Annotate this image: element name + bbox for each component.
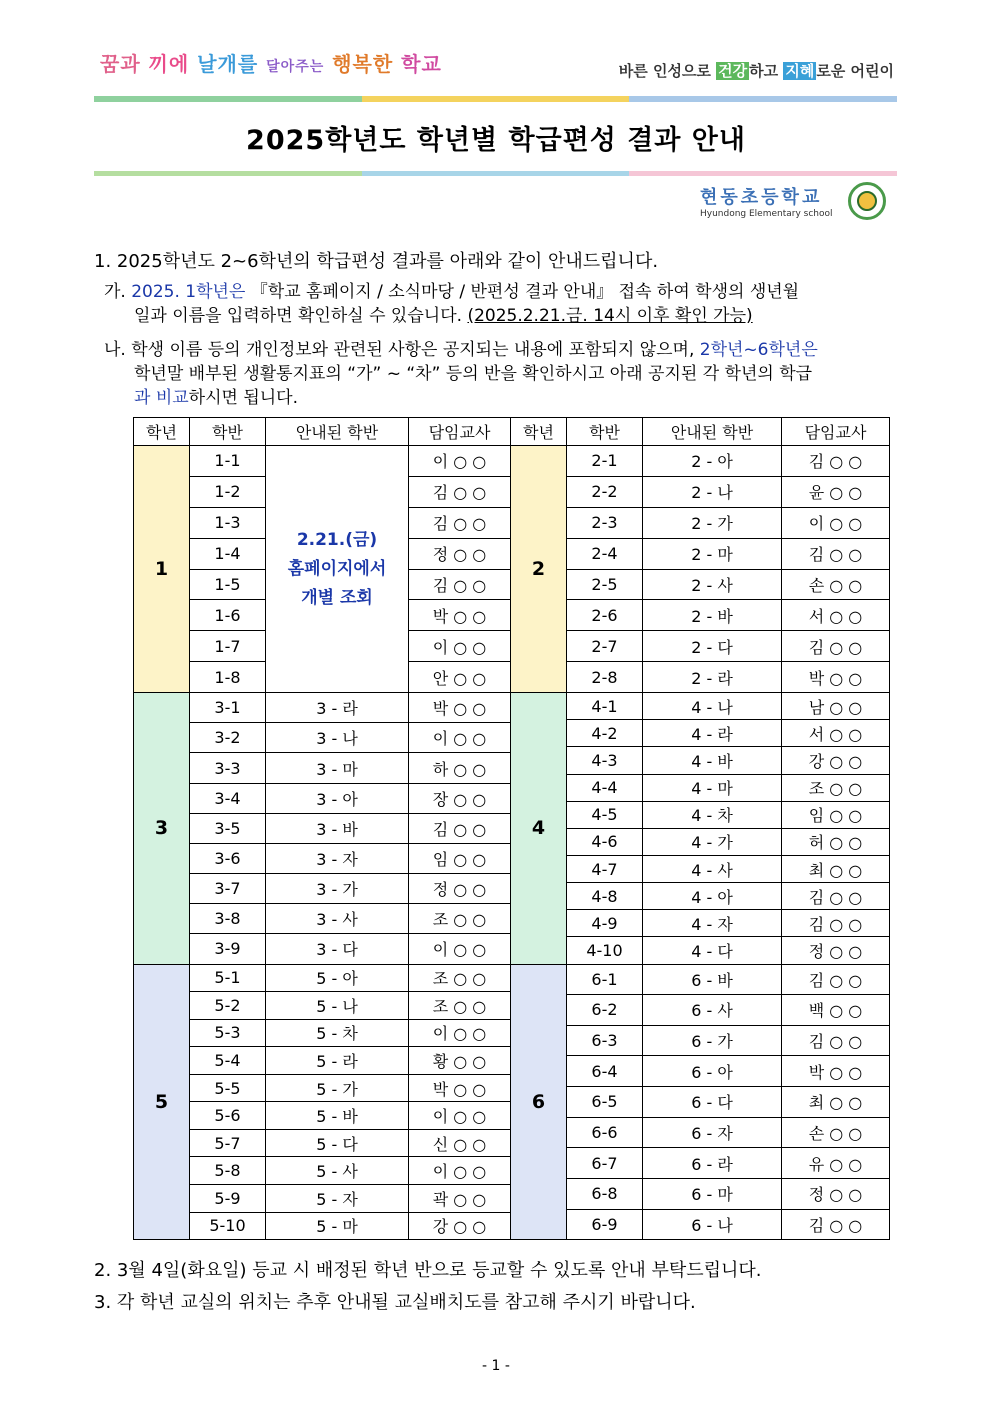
prev-class-cell: 2 - 마: [643, 538, 782, 569]
prev-class-cell: 2 - 사: [643, 569, 782, 600]
notice-line-date: 2.21.(금): [296, 529, 378, 550]
class-cell: 6-9: [567, 1209, 643, 1240]
prev-class-cell: 5 - 차: [266, 1019, 409, 1047]
prev-class-cell: 4 - 다: [643, 937, 782, 964]
class-cell: 3-2: [190, 723, 266, 753]
teacher-cell: 박 ○ ○: [409, 1074, 511, 1102]
class-cell: 4-9: [567, 910, 643, 937]
notice-line-lookup: 개별 조회: [301, 587, 373, 608]
teacher-cell: 하 ○ ○: [409, 753, 511, 783]
para-3: 3. 각 학년 교실의 위치는 추후 안내될 교실배치도를 참고해 주시기 바랍니다.: [94, 1292, 696, 1313]
school-name-ko: 현동초등학교: [700, 187, 823, 208]
class-assignment-table: [133, 417, 890, 1240]
slogan-word: 끼에: [148, 52, 190, 76]
teacher-cell: 손 ○ ○: [782, 1117, 890, 1148]
para-na: [104, 338, 818, 363]
teacher-cell: 최 ○ ○: [782, 1087, 890, 1118]
school-name-en: Hyundong Elementary school: [700, 209, 833, 219]
teacher-cell: 서 ○ ○: [782, 600, 890, 631]
class-cell: 2-7: [567, 631, 643, 662]
teacher-cell: 김 ○ ○: [782, 964, 890, 995]
header-divider: [94, 96, 897, 102]
class-cell: 3-4: [190, 783, 266, 813]
class-cell: 5-7: [190, 1129, 266, 1157]
para-na-line3-blue: 과 비교: [134, 388, 189, 408]
teacher-cell: 조 ○ ○: [409, 992, 511, 1020]
prev-class-cell: 6 - 자: [643, 1117, 782, 1148]
class-cell: 3-5: [190, 813, 266, 843]
class-cell: 5-3: [190, 1019, 266, 1047]
teacher-cell: 정 ○ ○: [409, 874, 511, 904]
para-ga-prefix: 가.: [104, 282, 132, 302]
class-cell: 6-7: [567, 1148, 643, 1179]
prev-class-cell: 4 - 마: [643, 774, 782, 801]
teacher-cell: 서 ○ ○: [782, 720, 890, 747]
prev-class-cell: 3 - 라: [266, 693, 409, 723]
para-ga-underline: (2025.2.21.금. 14시 이후 확인 가능): [467, 306, 753, 326]
prev-class-cell: 6 - 마: [643, 1178, 782, 1209]
teacher-cell: 김 ○ ○: [782, 883, 890, 910]
teacher-cell: 곽 ○ ○: [409, 1185, 511, 1213]
grade-cell: 4: [511, 693, 567, 964]
para-ga-line2-text: 일과 이름을 입력하면 확인하실 수 있습니다.: [134, 306, 468, 326]
grade-cell: 3: [134, 693, 190, 964]
class-cell: 6-3: [567, 1025, 643, 1056]
class-cell: 4-4: [567, 774, 643, 801]
class-cell: 2-4: [567, 538, 643, 569]
teacher-cell: 이 ○ ○: [409, 1102, 511, 1130]
class-cell: 2-6: [567, 600, 643, 631]
prev-class-cell: 4 - 자: [643, 910, 782, 937]
header-cell: 학년: [134, 418, 190, 446]
teacher-cell: 김 ○ ○: [409, 476, 511, 507]
notice-cell: [266, 446, 409, 693]
teacher-cell: 김 ○ ○: [782, 910, 890, 937]
teacher-cell: 이 ○ ○: [409, 631, 511, 662]
header-cell: 담임교사: [782, 418, 890, 446]
grade-cell: 6: [511, 964, 567, 1240]
prev-class-cell: 5 - 바: [266, 1102, 409, 1130]
teacher-cell: 남 ○ ○: [782, 693, 890, 720]
para-na-line2: 학년말 배부된 생활통지표의 “가” ~ “차” 등의 반을 확인하시고 아래 공지된 각 학년의 학급: [134, 364, 813, 384]
class-cell: 6-1: [567, 964, 643, 995]
prev-class-cell: 4 - 가: [643, 828, 782, 855]
class-cell: 4-2: [567, 720, 643, 747]
teacher-cell: 최 ○ ○: [782, 855, 890, 882]
prev-class-cell: 5 - 나: [266, 992, 409, 1020]
teacher-cell: 김 ○ ○: [409, 569, 511, 600]
prev-class-cell: 2 - 다: [643, 631, 782, 662]
prev-class-cell: 6 - 사: [643, 995, 782, 1026]
prev-class-cell: 6 - 아: [643, 1056, 782, 1087]
slogan-right-b: 건강: [718, 62, 748, 80]
prev-class-cell: 2 - 라: [643, 662, 782, 693]
class-cell: 1-2: [190, 476, 266, 507]
class-cell: 3-6: [190, 843, 266, 873]
class-cell: 1-8: [190, 662, 266, 693]
class-cell: 4-7: [567, 855, 643, 882]
class-cell: 1-1: [190, 446, 266, 477]
teacher-cell: 손 ○ ○: [782, 569, 890, 600]
class-cell: 3-9: [190, 934, 266, 964]
teacher-cell: 김 ○ ○: [782, 1209, 890, 1240]
class-cell: 3-1: [190, 693, 266, 723]
para-ga-middle: 『학교 홈페이지 / 소식마당 / 반편성 결과 안내』 접속 하여 학생의 생년월: [245, 282, 800, 302]
prev-class-cell: 6 - 나: [643, 1209, 782, 1240]
header-cell: 학년: [511, 418, 567, 446]
slogan-right-a: 바른 인성으로: [618, 62, 717, 80]
header-cell: 학반: [190, 418, 266, 446]
class-cell: 5-8: [190, 1157, 266, 1185]
teacher-cell: 강 ○ ○: [409, 1212, 511, 1240]
prev-class-cell: 5 - 마: [266, 1212, 409, 1240]
class-cell: 5-10: [190, 1212, 266, 1240]
teacher-cell: 조 ○ ○: [409, 904, 511, 934]
prev-class-cell: 5 - 아: [266, 964, 409, 992]
class-cell: 6-4: [567, 1056, 643, 1087]
para-na-line3: [134, 386, 298, 411]
class-cell: 4-5: [567, 801, 643, 828]
teacher-cell: 김 ○ ○: [782, 538, 890, 569]
teacher-cell: 윤 ○ ○: [782, 476, 890, 507]
header-cell: 담임교사: [409, 418, 511, 446]
teacher-cell: 황 ○ ○: [409, 1047, 511, 1075]
prev-class-cell: 3 - 자: [266, 843, 409, 873]
prev-class-cell: 6 - 다: [643, 1087, 782, 1118]
teacher-cell: 김 ○ ○: [782, 446, 890, 477]
school-logo-text: [700, 183, 833, 219]
teacher-cell: 이 ○ ○: [409, 1019, 511, 1047]
para-ga: [104, 280, 799, 305]
class-cell: 6-5: [567, 1087, 643, 1118]
prev-class-cell: 5 - 자: [266, 1185, 409, 1213]
slogan-right-e: 로운 어린이: [816, 62, 894, 80]
teacher-cell: 이 ○ ○: [409, 934, 511, 964]
teacher-cell: 박 ○ ○: [409, 600, 511, 631]
table-subrow: [134, 964, 890, 967]
page-number: - 1 -: [482, 1358, 510, 1374]
slogan-word: 날개를: [197, 52, 259, 76]
class-cell: 1-5: [190, 569, 266, 600]
teacher-cell: 장 ○ ○: [409, 783, 511, 813]
teacher-cell: 유 ○ ○: [782, 1148, 890, 1179]
prev-class-cell: 3 - 다: [266, 934, 409, 964]
class-cell: 1-4: [190, 538, 266, 569]
slogan-right-d: 지혜: [785, 62, 815, 80]
class-cell: 3-3: [190, 753, 266, 783]
prev-class-cell: 3 - 아: [266, 783, 409, 813]
school-emblem-icon: [848, 182, 886, 220]
slogan-right: [619, 60, 894, 81]
prev-class-cell: 4 - 아: [643, 883, 782, 910]
slogan-word: 꿈과: [100, 52, 141, 76]
prev-class-cell: 4 - 바: [643, 747, 782, 774]
teacher-cell: 정 ○ ○: [782, 937, 890, 964]
page-title: 2025학년도 학년별 학급편성 결과 안내: [246, 125, 746, 156]
grade-cell: 1: [134, 446, 190, 693]
teacher-cell: 임 ○ ○: [409, 843, 511, 873]
teacher-cell: 이 ○ ○: [409, 1157, 511, 1185]
class-cell: 4-1: [567, 693, 643, 720]
para-ga-line2: [134, 304, 753, 329]
para-1: 1. 2025학년도 2~6학년의 학급편성 결과를 아래와 같이 안내드립니다.: [94, 251, 659, 272]
prev-class-cell: 5 - 라: [266, 1047, 409, 1075]
class-cell: 5-4: [190, 1047, 266, 1075]
prev-class-cell: 2 - 바: [643, 600, 782, 631]
prev-class-cell: 6 - 라: [643, 1148, 782, 1179]
notice-line-homepage: 홈페이지에서: [287, 558, 387, 579]
class-cell: 1-7: [190, 631, 266, 662]
teacher-cell: 안 ○ ○: [409, 662, 511, 693]
slogan-left: [100, 48, 442, 77]
teacher-cell: 백 ○ ○: [782, 995, 890, 1026]
prev-class-cell: 6 - 가: [643, 1025, 782, 1056]
table-header-row: [134, 418, 890, 446]
class-cell: 5-5: [190, 1074, 266, 1102]
teacher-cell: 김 ○ ○: [409, 813, 511, 843]
class-cell: 4-3: [567, 747, 643, 774]
prev-class-cell: 4 - 사: [643, 855, 782, 882]
teacher-cell: 조 ○ ○: [782, 774, 890, 801]
teacher-cell: 신 ○ ○: [409, 1129, 511, 1157]
prev-class-cell: 2 - 가: [643, 507, 782, 538]
teacher-cell: 김 ○ ○: [782, 1025, 890, 1056]
class-cell: 2-5: [567, 569, 643, 600]
teacher-cell: 이 ○ ○: [409, 446, 511, 477]
prev-class-cell: 5 - 사: [266, 1157, 409, 1185]
class-cell: 4-10: [567, 937, 643, 964]
para-na-blue: 2학년~6학년은: [699, 340, 818, 360]
table-subrow: [134, 693, 890, 696]
prev-class-cell: 5 - 다: [266, 1129, 409, 1157]
class-cell: 5-9: [190, 1185, 266, 1213]
slogan-word: 학교: [401, 52, 442, 76]
teacher-cell: 박 ○ ○: [782, 662, 890, 693]
prev-class-cell: 3 - 나: [266, 723, 409, 753]
class-cell: 2-2: [567, 476, 643, 507]
prev-class-cell: 6 - 바: [643, 964, 782, 995]
class-cell: 4-6: [567, 828, 643, 855]
grade-cell: 5: [134, 964, 190, 1240]
class-cell: 3-8: [190, 904, 266, 934]
table-row: [134, 446, 890, 477]
teacher-cell: 임 ○ ○: [782, 801, 890, 828]
prev-class-cell: 3 - 가: [266, 874, 409, 904]
teacher-cell: 박 ○ ○: [409, 693, 511, 723]
class-cell: 5-2: [190, 992, 266, 1020]
para-na-prefix: 나. 학생 이름 등의 개인정보와 관련된 사항은 공지되는 내용에 포함되지 않으며,: [104, 340, 700, 360]
teacher-cell: 조 ○ ○: [409, 964, 511, 992]
prev-class-cell: 4 - 차: [643, 801, 782, 828]
teacher-cell: 정 ○ ○: [409, 538, 511, 569]
prev-class-cell: 2 - 나: [643, 476, 782, 507]
slogan-right-c: 하고: [749, 62, 784, 80]
teacher-cell: 김 ○ ○: [782, 631, 890, 662]
header-cell: 안내된 학반: [643, 418, 782, 446]
teacher-cell: 허 ○ ○: [782, 828, 890, 855]
teacher-cell: 김 ○ ○: [409, 507, 511, 538]
prev-class-cell: 3 - 바: [266, 813, 409, 843]
class-cell: 5-1: [190, 964, 266, 992]
class-cell: 2-1: [567, 446, 643, 477]
class-cell: 2-3: [567, 507, 643, 538]
title-divider: [94, 171, 897, 176]
slogan-word: 달아주는: [266, 59, 325, 75]
teacher-cell: 강 ○ ○: [782, 747, 890, 774]
para-na-line3-rest: 하시면 됩니다.: [188, 388, 299, 408]
header-cell: 안내된 학반: [266, 418, 409, 446]
class-cell: 4-8: [567, 883, 643, 910]
para-2: 2. 3월 4일(화요일) 등교 시 배정된 학년 반으로 등교할 수 있도록 안내 부탁드립니다.: [94, 1260, 762, 1281]
para-ga-blue: 2025. 1학년은: [131, 282, 246, 302]
class-cell: 3-7: [190, 874, 266, 904]
teacher-cell: 박 ○ ○: [782, 1056, 890, 1087]
prev-class-cell: 4 - 나: [643, 693, 782, 720]
prev-class-cell: 3 - 사: [266, 904, 409, 934]
class-cell: 2-8: [567, 662, 643, 693]
class-cell: 1-3: [190, 507, 266, 538]
prev-class-cell: 2 - 아: [643, 446, 782, 477]
teacher-cell: 정 ○ ○: [782, 1178, 890, 1209]
prev-class-cell: 3 - 마: [266, 753, 409, 783]
grade-cell: 2: [511, 446, 567, 693]
prev-class-cell: 5 - 가: [266, 1074, 409, 1102]
class-cell: 1-6: [190, 600, 266, 631]
teacher-cell: 이 ○ ○: [409, 723, 511, 753]
header-cell: 학반: [567, 418, 643, 446]
prev-class-cell: 4 - 라: [643, 720, 782, 747]
class-cell: 5-6: [190, 1102, 266, 1130]
class-cell: 6-2: [567, 995, 643, 1026]
class-cell: 6-6: [567, 1117, 643, 1148]
teacher-cell: 이 ○ ○: [782, 507, 890, 538]
class-cell: 6-8: [567, 1178, 643, 1209]
slogan-word: 행복한: [332, 52, 394, 76]
